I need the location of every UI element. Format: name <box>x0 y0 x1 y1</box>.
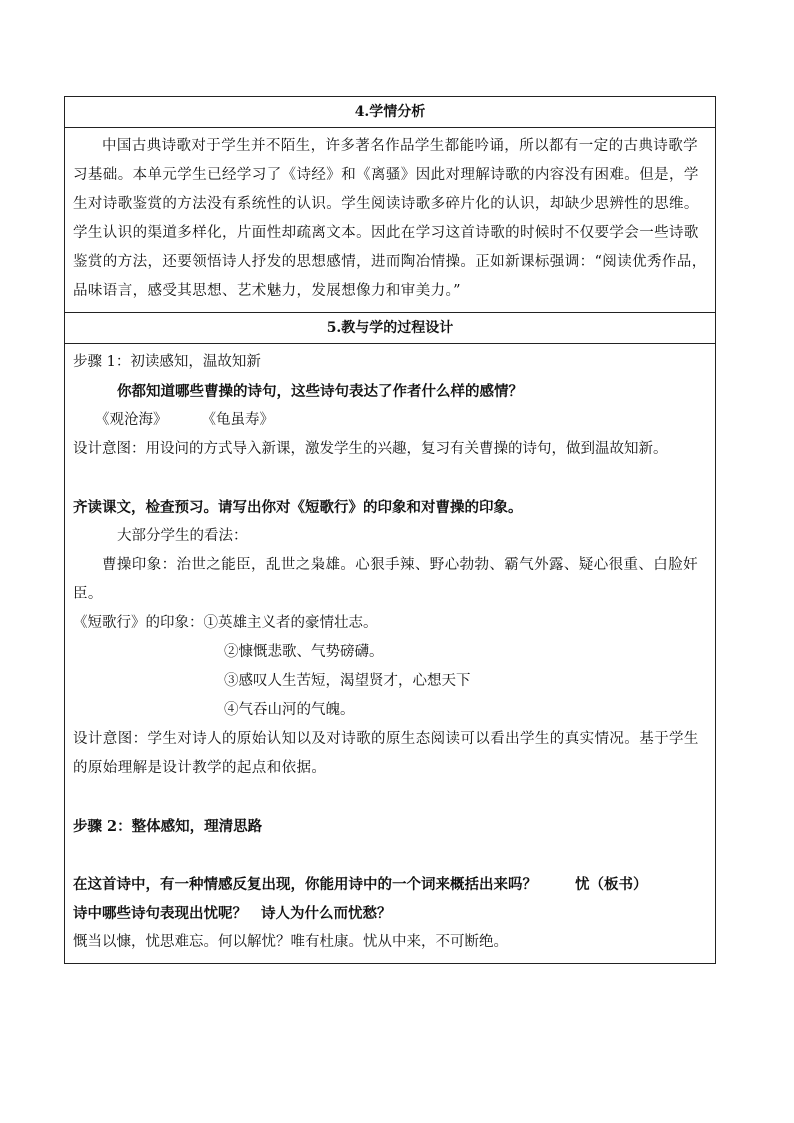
students-view-label: 大部分学生的看法： <box>117 528 248 544</box>
section5-title: 5.教与学的过程设计 <box>326 320 454 336</box>
lesson-plan-table <box>64 96 716 964</box>
question-3a: 诗中哪些诗句表现出忧呢？ <box>73 905 247 922</box>
section5-header-row <box>65 313 715 344</box>
impression-item: ③感叹人生苦短，渴望贤才，心想天下 <box>224 673 471 689</box>
poem-impression-1 <box>73 609 707 638</box>
poem-titles <box>73 406 707 435</box>
impression-item: ④气吞山河的气魄。 <box>224 702 355 718</box>
poem-title-a: 《观沧海》 <box>95 412 168 428</box>
design-intent-1: 设计意图：用设问的方式导入新课，激发学生的兴趣，复习有关曹操的诗句，做到温故知新。 <box>73 441 668 457</box>
section4-paragraph: 中国古典诗歌对于学生并不陌生，许多著名作品学生都能吟诵，所以都有一定的古典诗歌学习基础。本单元学生已经学习了《诗经》和《离骚》因此对理解诗歌的内容没有困难。但是，学生对诗歌鉴赏的方法没有系统性的认识。学生阅读诗歌多碎片化的认识，却缺少思辨性的思维。学生认识的渠道多样化，片面性却疏离文本。因此在学习这首诗歌的时候时不仅要学会一些诗歌鉴赏的方法，还要领悟诗人抒发的思想感情，进而陶冶情操。正如新课标强调：“阅读优秀作品，品味语言，感受其思想、艺术魅力，发展想像力和审美力。” <box>73 138 707 299</box>
impression-item: ①英雄主义者的豪情壮志。 <box>203 615 378 631</box>
poem-impression-label: 《短歌行》的印象： <box>73 615 204 631</box>
question-2-text: 在这首诗中，有一种情感反复出现，你能用诗中的一个词来概括出来吗？ <box>73 876 537 893</box>
design-intent-2: 设计意图：学生对诗人的原始认知以及对诗歌的原生态阅读可以看出学生的真实情况。基于学生的原始理解是设计教学的起点和依据。 <box>73 731 699 776</box>
impression-item: ②慷慨悲歌、气势磅礴。 <box>224 644 384 660</box>
question-1: 你都知道哪些曹操的诗句，这些诗句表达了作者什么样的感情？ <box>117 383 523 400</box>
step1-heading: 步骤 1：初读感知，温故知新 <box>73 354 261 370</box>
section4-header-row <box>65 97 715 128</box>
section5-body-row <box>65 344 715 963</box>
question-2-answer: 忧（板书） <box>575 876 648 893</box>
question-3b: 诗人为什么而忧愁？ <box>261 905 392 922</box>
section4-title: 4.学情分析 <box>354 104 426 120</box>
section4-body-row <box>65 128 715 313</box>
task-2: 齐读课文，检查预习。请写出你对《短歌行》的印象和对曹操的印象。 <box>73 499 523 516</box>
caocao-impression: 曹操印象：治世之能臣，乱世之枭雄。心狠手辣、野心勃勃、霸气外露、疑心很重、白脸奸臣。 <box>73 557 698 602</box>
question-3 <box>73 899 707 928</box>
question-2 <box>73 870 707 899</box>
step2-heading: 步骤 2：整体感知，理清思路 <box>73 818 263 835</box>
poem-title-b: 《龟虽寿》 <box>201 412 274 428</box>
answer-3: 慨当以慷，忧思难忘。何以解忧？唯有杜康。忧从中来，不可断绝。 <box>73 934 508 950</box>
